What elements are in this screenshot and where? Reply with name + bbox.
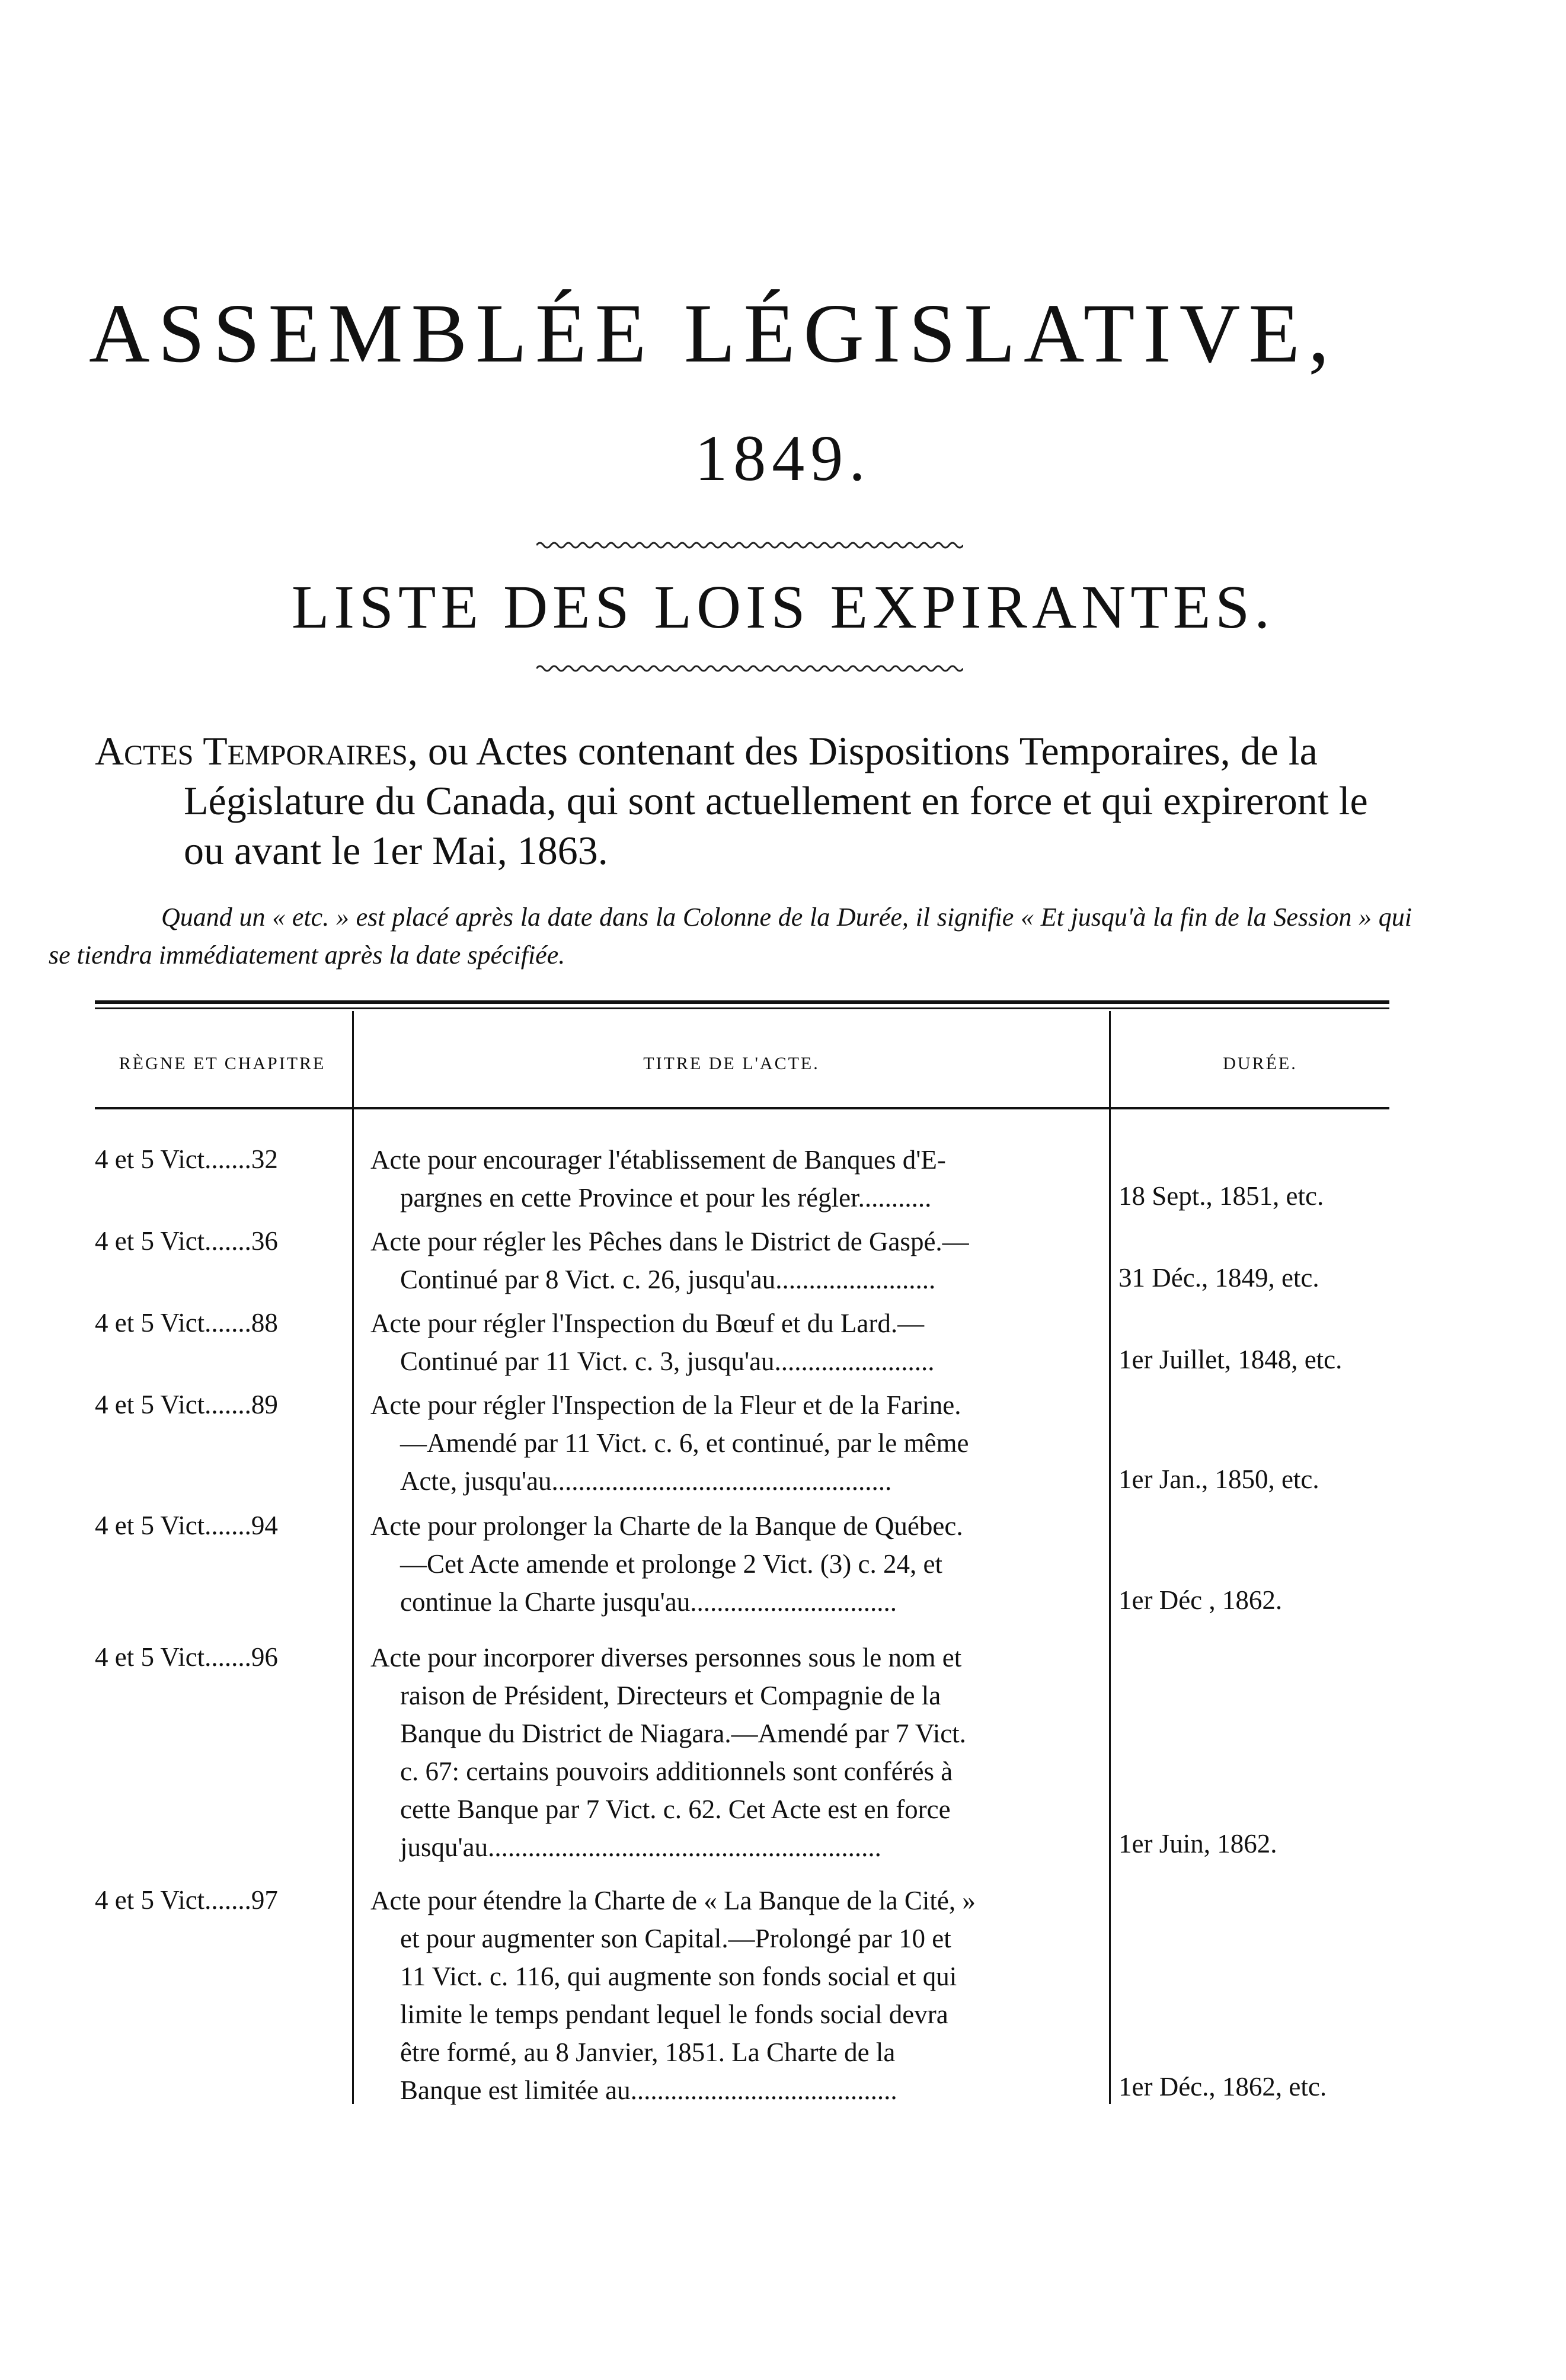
column-divider-1	[352, 1011, 354, 2104]
table-row-4-titre	[370, 1386, 1097, 1500]
title-line: —Amendé par 11 Vict. c. 6, et continué, par le même	[400, 1428, 969, 1458]
table-row-7-titre	[370, 1882, 1097, 2109]
wavy-divider-bottom	[536, 663, 963, 674]
title-line: 11 Vict. c. 116, qui augmente son fonds social et qui	[400, 1962, 957, 1991]
title-line: pargnes en cette Province et pour les régler...........	[400, 1183, 932, 1213]
table-row-6-titre	[370, 1639, 1097, 1866]
table-row-4-duree: 1er Jan., 1850, etc.	[1118, 1464, 1319, 1494]
table-row-7-duree: 1er Déc., 1862, etc.	[1118, 2072, 1327, 2101]
table-row-5-regne: 4 et 5 Vict.......94	[95, 1511, 278, 1540]
table-top-rule-thin	[95, 1007, 1389, 1009]
title-line: c. 67: certains pouvoirs additionnels sont conférés à	[400, 1757, 953, 1786]
title-line: être formé, au 8 Janvier, 1851. La Charte de la	[400, 2037, 896, 2067]
table-row-2-titre	[370, 1223, 1097, 1298]
column-header-regne: RÈGNE ET CHAPITRE	[119, 1054, 326, 1073]
intro-paragraph	[95, 726, 1411, 875]
title-line: —Cet Acte amende et prolonge 2 Vict. (3) c. 24, et	[400, 1549, 942, 1579]
table-row-4-regne: 4 et 5 Vict.......89	[95, 1390, 278, 1419]
title-line: Acte, jusqu'au...................................................	[400, 1466, 892, 1496]
table-header-rule	[95, 1107, 1389, 1109]
title-line: Acte pour prolonger la Charte de la Banque de Québec.	[370, 1511, 963, 1541]
table-row-6-regne: 4 et 5 Vict.......96	[95, 1642, 278, 1672]
wavy-divider-top	[536, 539, 963, 551]
table-row-3-duree: 1er Juillet, 1848, etc.	[1118, 1345, 1343, 1374]
table-row-3-titre	[370, 1304, 1097, 1380]
title-line: cette Banque par 7 Vict. c. 62. Cet Acte est en force	[400, 1794, 951, 1824]
title-line: Acte pour incorporer diverses personnes sous le nom et	[370, 1643, 962, 1672]
title-line: raison de Président, Directeurs et Compagnie de la	[400, 1681, 941, 1710]
title-line: Acte pour régler l'Inspection de la Fleur et de la Farine.	[370, 1390, 961, 1420]
table-row-6-duree: 1er Juin, 1862.	[1118, 1829, 1277, 1858]
title-line: Acte pour encourager l'établissement de Banques d'E-	[370, 1145, 946, 1175]
table-row-2-duree: 31 Déc., 1849, etc.	[1118, 1263, 1319, 1293]
session-year: 1849.	[695, 422, 871, 494]
intro-text: ou Actes contenant des Dispositions Temporaires, de la Législature du Canada, qui sont actuellement en force et qui expireront le ou avant le 1er Mai, 1863.	[184, 728, 1368, 873]
title-line: Continué par 8 Vict. c. 26, jusqu'au........................	[400, 1265, 936, 1294]
title-line: et pour augmenter son Capital.—Prolongé par 10 et	[400, 1924, 951, 1953]
title-line: continue la Charte jusqu'au...............................	[400, 1587, 897, 1617]
table-row-1-titre	[370, 1141, 1097, 1217]
table-row-1-duree: 18 Sept., 1851, etc.	[1118, 1181, 1324, 1211]
column-header-duree: DURÉE.	[1223, 1054, 1297, 1073]
explanatory-note: Quand un « etc. » est placé après la date dans la Colonne de la Durée, il signifie « Et jusqu'à la fin de la Session » qui se tiendra immédiatement après la date spécifiée.	[49, 903, 1412, 970]
title-line: Banque du District de Niagara.—Amendé par 7 Vict.	[400, 1719, 966, 1748]
table-top-rule-thick	[95, 1000, 1389, 1004]
column-header-titre: TITRE DE L'ACTE.	[643, 1054, 820, 1073]
page-title: ASSEMBLÉE LÉGISLATIVE,	[89, 286, 1338, 380]
title-line: Banque est limitée au........................................	[400, 2075, 897, 2105]
title-line: jusqu'au...........................................................	[400, 1832, 881, 1862]
table-row-3-regne: 4 et 5 Vict.......88	[95, 1308, 278, 1338]
table-row-7-regne: 4 et 5 Vict.......97	[95, 1885, 278, 1915]
title-line: Continué par 11 Vict. c. 3, jusqu'au........................	[400, 1346, 935, 1376]
intro-lead: Actes Temporaires,	[95, 728, 418, 773]
column-divider-2	[1109, 1011, 1111, 2104]
title-line: Acte pour régler l'Inspection du Bœuf et du Lard.—	[370, 1309, 925, 1338]
list-heading: LISTE DES LOIS EXPIRANTES.	[291, 573, 1275, 641]
title-line: Acte pour régler les Pêches dans le District de Gaspé.—	[370, 1227, 969, 1256]
table-row-2-regne: 4 et 5 Vict.......36	[95, 1226, 278, 1256]
title-line: Acte pour étendre la Charte de « La Banque de la Cité, »	[370, 1886, 976, 1915]
table-row-1-regne: 4 et 5 Vict.......32	[95, 1144, 278, 1174]
title-line: limite le temps pendant lequel le fonds social devra	[400, 2000, 948, 2029]
table-row-5-duree: 1er Déc , 1862.	[1118, 1585, 1283, 1615]
table-row-5-titre	[370, 1507, 1097, 1621]
